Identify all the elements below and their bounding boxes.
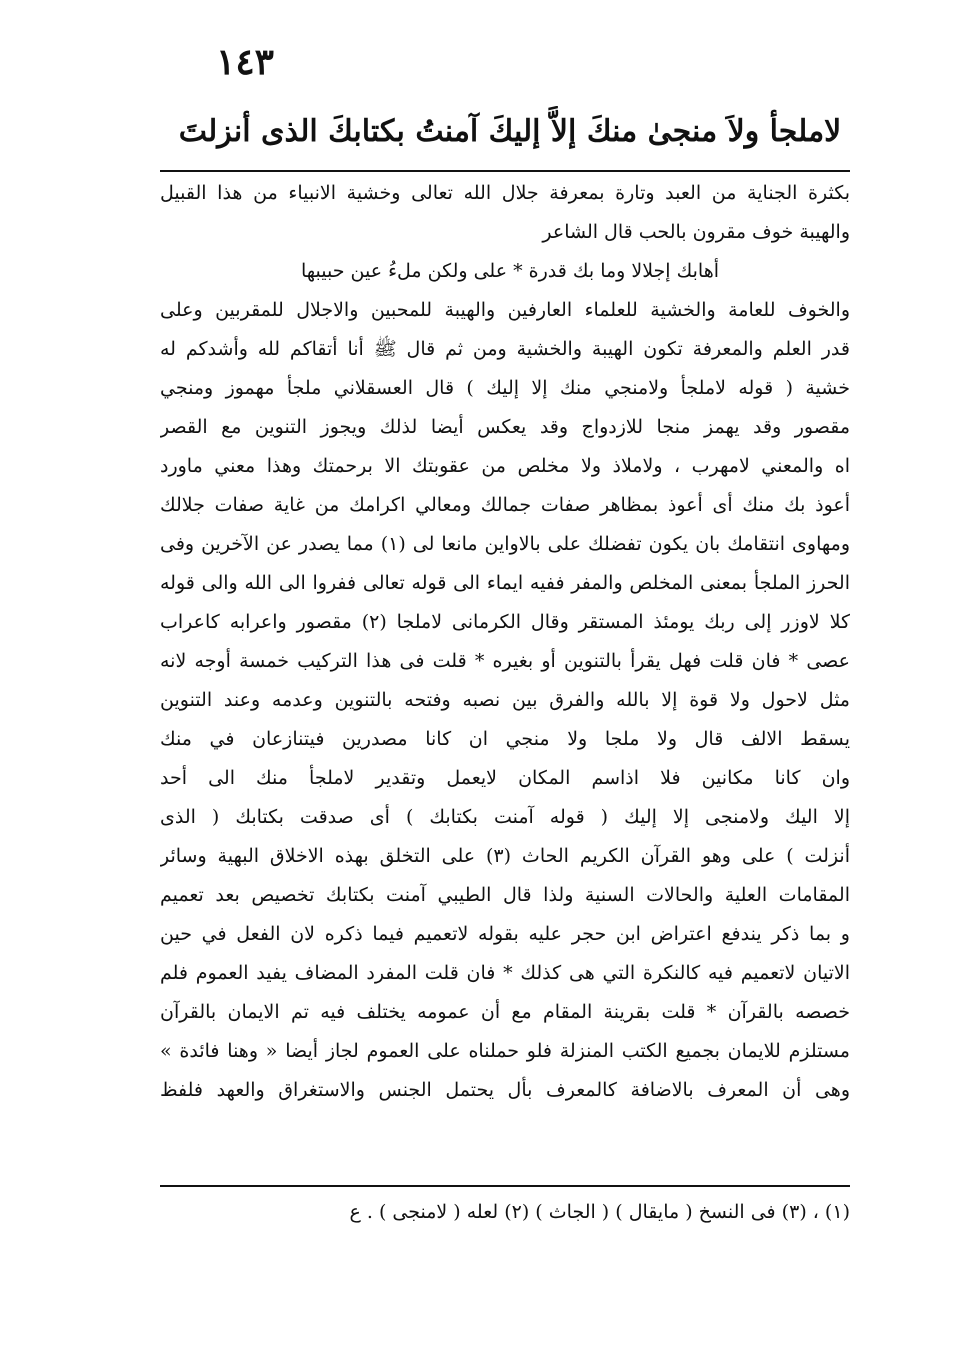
hadith-heading-line: لاملجأ ولاَ منجىٰ منكَ إلاَّ إليكَ آمنتُ بكتابكَ الذى أنزلتَ <box>178 114 842 149</box>
footnote: (١) ، (٣) فى النسخ ( مايقال ) ( الجاث ) (٢) لعله ( لامنجى ) . ع <box>349 1201 850 1223</box>
text-line: خصصه بالقرآن * قلت بقرينة المقام مع أن عمومه يختلف فيه تم الايمان بالقرآن <box>160 1001 850 1023</box>
commentary-body <box>160 174 850 1110</box>
text-line: الحرز الملجأ بمعنى المخلص والمفر ففيه ايماء الى قوله تعالى ففروا الى الله والى قوله <box>160 572 850 594</box>
text-line: خشية ( قوله لاملجأ ولامنجي منك إلا إليك ) قال العسقلاني ملجأ مهموز ومنجي <box>160 377 850 399</box>
text-line: كلا لاوزر إلى ربك يومئذ المستقر وقال الكرمانى لاملجا (٢) مقصور واعرابه كاعراب <box>160 611 850 633</box>
text-line: ومهاوى انتقامك بان يكون تفضلك على بالاواين مانعا لى (١) مما يصدر عن الآخرين وفى <box>160 533 850 555</box>
text-line: عصى * فان قلت فهل يقرأ بالتنوين أو بغيره * قلت فى هذا التركيب خمسة أوجه لانه <box>160 650 850 672</box>
text-line: والخوف للعامة والخشية للعلماء العارفين والهيبة للمحبين والاجلال للمقربين وعلى <box>160 299 850 321</box>
text-line: مثل لاحول ولا قوة إلا بالله والفرق بين نصبه وفتحه بالتنوين وعدمه وعند التنوين <box>160 689 850 711</box>
text-line: بكثرة الجناية من العبد وتارة بمعرفة جلال الله تعالى وخشية الانبياء من هذا القبيل <box>160 182 850 204</box>
text-line: اه والمعني لامهرب ، ولاملاذ ولا مخلص من عقوبتك الا برحمتك وهذا معني ماورد <box>160 455 850 477</box>
page-number: ١٤٣ <box>215 41 274 83</box>
text-line: يسقط الالف قال ولا ملجا ولا منجي ان كانا مصدرين فيتنازعان في منك <box>160 728 850 750</box>
text-line: الاتيان لاتعميم فيه كالنكرة التي هى كذلك * فان قلت المفرد المضاف يفيد العموم فلم <box>160 962 850 984</box>
text-line: والهيبة خوف مقرون بالحب قال الشاعر <box>542 221 850 243</box>
text-line: قدر العلم والمعرفة تكون الهيبة والخشية ومن ثم قال ﷺ أنا أتقاكم لله وأشدكم له <box>160 338 850 360</box>
text-line: و بما ذكر يندفع اعتراض ابن حجر عليه بقوله لاتعميم فيما ذكره لان الفعل في حين <box>160 923 850 945</box>
text-line: مستلزم للايمان بجميع الكتب المنزلة فلو حملناه على العموم لجاز أيضا « وهنا فائدة » <box>160 1040 850 1062</box>
text-line: أنزلت ) على وهو القرآن الكريم الحاث (٣) على التخلق بهذه الاخلاق البهية وسائر <box>160 845 850 867</box>
header-divider <box>160 170 850 172</box>
text-line: المقامات العلية والحالات السنية ولذا قال الطيبي آمنت بكتابك تخصيص بعد تعميم <box>160 884 850 906</box>
text-line: وهى أن المعرف بالاضافة كالمعرف بأل يحتمل الجنس والاستغراق والعهد فلفظ <box>160 1079 850 1101</box>
text-line: أعوذ بك منك أى أعوذ بمظاهر صفات جمالك ومعالي اكرامك من غاية صفات جلالك <box>160 494 850 516</box>
poem-line: أهابك إجلالا وما بك قدرة * على ولكن ملءُ عين حبيبها <box>300 260 720 282</box>
text-line: إلا اليك ولامنجى إلا إليك ( قوله آمنت بكتابك ) أى صدقت بكتابك ( الذى <box>160 806 850 828</box>
text-line: مقصور وقد يهمز منجا للازدواج وقد يعكس أيضا لذلك ويجوز التنوين مع القصر <box>160 416 850 438</box>
text-line: وان كانا مكانين فلا اذاسم المكان لايعمل وتقدير لاملجأ منك الى أحد <box>160 767 850 789</box>
footnote-divider <box>160 1185 850 1187</box>
